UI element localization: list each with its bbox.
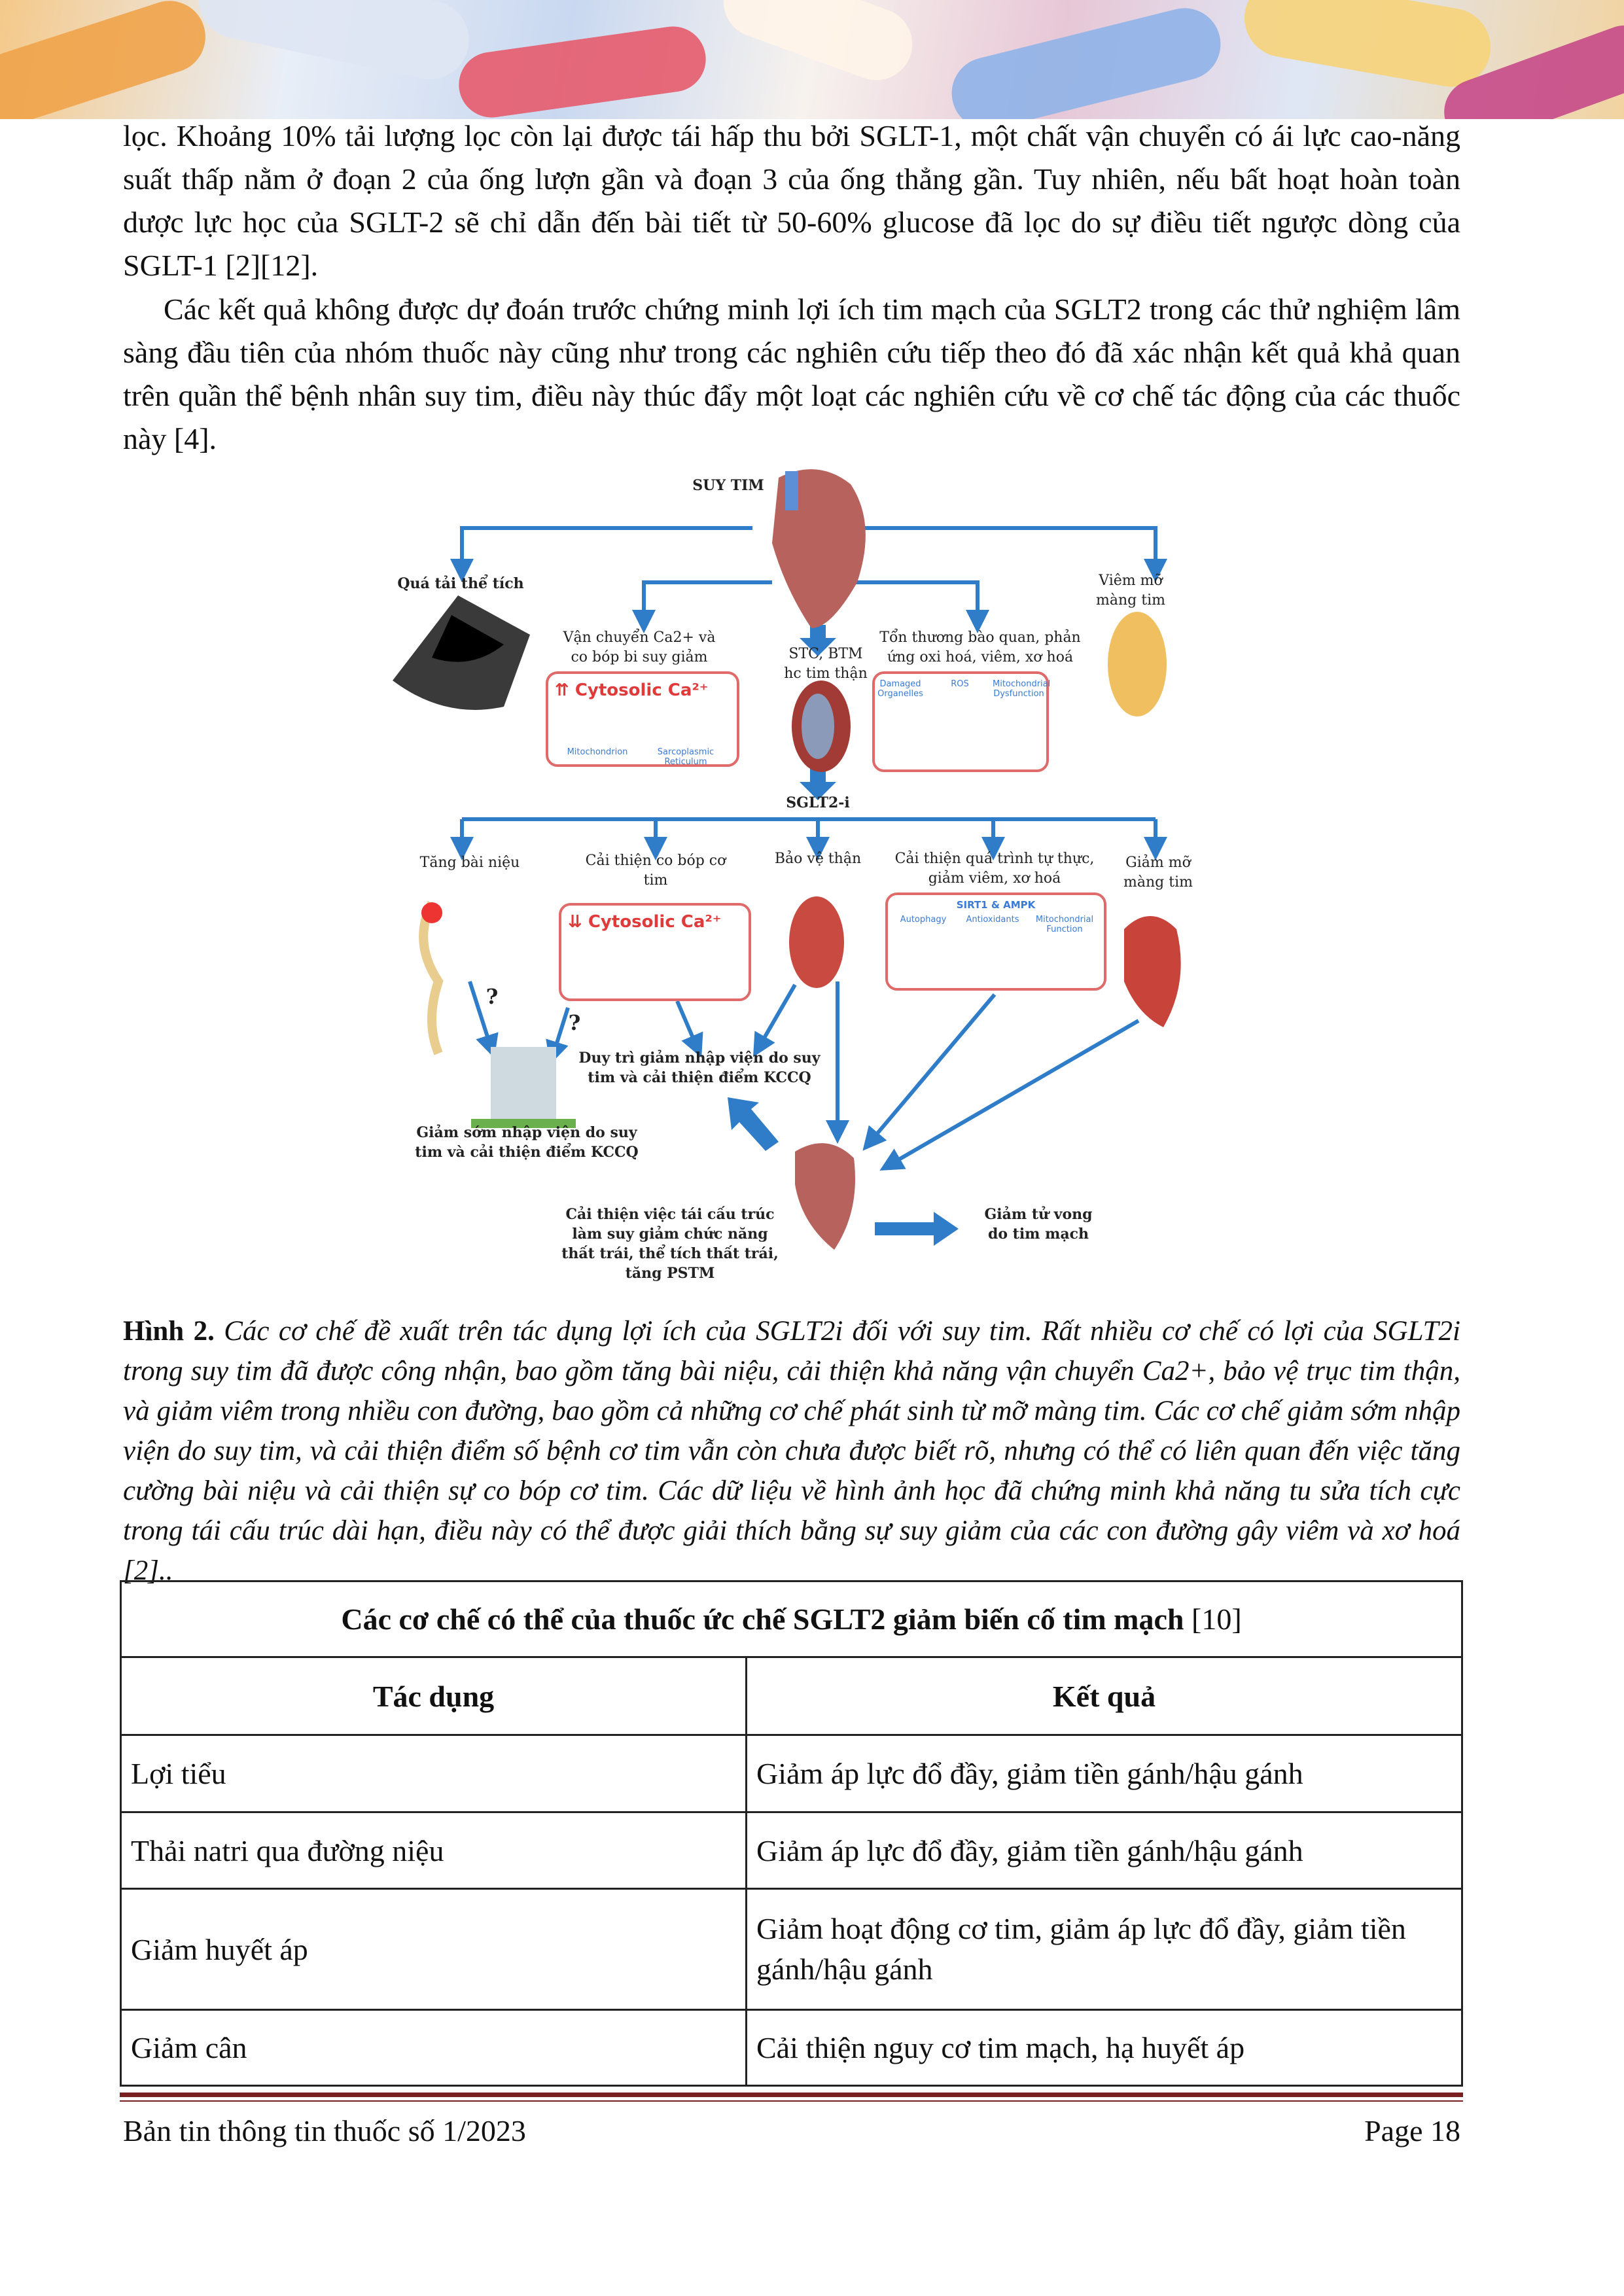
label-diuresis: Tăng bài niệu xyxy=(419,855,520,871)
kidney-image-top xyxy=(792,680,851,772)
hospital-image xyxy=(471,1047,576,1128)
mechanisms-table xyxy=(120,1580,1463,2087)
label-renal: STC, BTM hc tim thận xyxy=(784,646,868,682)
label-early-reduction: Giảm sớm nhập viện do suy tim và cải thiện điểm KCCQ xyxy=(415,1124,639,1161)
epicardial-fat-heart-image xyxy=(1108,612,1167,716)
table-row: Lợi tiểu Giảm áp lực đổ đầy, giảm tiền gánh/hậu gánh xyxy=(121,1735,1462,1812)
ros-label: ROS xyxy=(951,679,969,689)
question-mark-2: ? xyxy=(568,1010,581,1035)
label-mortality: Giảm tử vong do tim mạch xyxy=(984,1206,1093,1243)
kidney-image-bottom xyxy=(789,896,844,988)
heart-image-top xyxy=(772,469,866,628)
damaged-organelles-label: Damaged Organelles xyxy=(877,679,923,699)
label-kidney-protection: Bảo vệ thận xyxy=(774,851,862,867)
sirt1-panel xyxy=(885,892,1106,991)
label-contractility: Cải thiện co bóp cơ tim xyxy=(585,853,726,889)
heart-image-right xyxy=(1124,916,1181,1027)
label-volume-overload: Quá tải thể tích xyxy=(397,575,524,592)
figure-caption xyxy=(123,1311,1460,1591)
label-organelle-damage: Tổn thương bào quan, phản ứng oxi hoá, viêm, xơ hoá xyxy=(879,629,1081,665)
label-heart-failure: SUY TIM xyxy=(692,477,764,494)
footer-divider-thin xyxy=(120,2100,1463,2102)
body-paragraph-1: lọc. Khoảng 10% tải lượng lọc còn lại được tái hấp thu bởi SGLT-1, một chất vận chuyển có ái lực cao-năng suất thấp nằm ở đoạn 2 của ống lượn gần và đoạn 3 của ống thẳng gần. Tuy nhiên, nếu bất hoạt hoàn toàn dược lực học của SGLT-2 sẽ chỉ dẫn đến bài tiết từ 50-60% glucose đã lọc do sự điều tiết ngược dòng của SGLT-1 [2][12]. xyxy=(123,119,1460,282)
footer-divider xyxy=(120,2093,1463,2097)
body-paragraph-2: Các kết quả không được dự đoán trước chứng minh lợi ích tim mạch của SGLT2 trong các thử nghiệm lâm sàng đầu tiên của nhóm thuốc này cũng như trong các nghiên cứu tiếp theo đó đã xác nhận kết quả khả quan trên quần thể bệnh nhân suy tim, điều này thúc đẩy một loạt các nghiên cứu về cơ chế tác động của các thuốc này [4]. xyxy=(123,292,1460,455)
question-mark-1: ? xyxy=(485,984,499,1009)
label-sustained-reduction: Duy trì giảm nhập viện do suy tim và cải thiện điểm KCCQ xyxy=(578,1050,821,1086)
label-autophagy: Cải thiện quá trình tự thực, giảm viêm, xơ hoá xyxy=(894,851,1095,887)
label-sglt2i: SGLT2-i xyxy=(786,794,850,811)
mito-dysfunction-label: Mitochondrial Dysfunction xyxy=(993,679,1051,699)
label-epicardial-inflammation: Viêm mỡ màng tim xyxy=(1096,573,1165,609)
mitochondrion-label: Mitochondrion xyxy=(567,747,628,757)
label-ca-transport: Vận chuyển Ca2+ và co bóp bi suy giảm xyxy=(563,629,716,665)
autophagy-small-label: Autophagy xyxy=(900,915,947,925)
cytosolic-ca-up-panel: ⇈ Cytosolic Ca²⁺ Mitochondrion Sarcoplasmic Reticulum xyxy=(546,671,739,767)
mito-function-label: Mitochondrial Function xyxy=(1035,915,1094,934)
table-header: Tác dụng xyxy=(121,1657,747,1735)
table-title: Các cơ chế có thể của thuốc ức chế SGLT2 giảm biến cố tim mạch [10] xyxy=(121,1581,1462,1657)
sirt1-label: SIRT1 & AMPK xyxy=(956,899,1036,911)
antioxidants-label: Antioxidants xyxy=(966,915,1019,925)
nephron-image xyxy=(421,902,442,1053)
footer-bulletin: Bản tin thông tin thuốc số 1/2023 xyxy=(123,2114,526,2147)
table-header: Kết quả xyxy=(747,1657,1462,1735)
caption-text: Các cơ chế đề xuất trên tác dụng lợi ích của SGLT2i đối với suy tim. Rất nhiều cơ chế có lợi của SGLT2i trong suy tim đã được công nhận, bao gồm tăng bài niệu, cải thiện khả năng vận chuyển Ca2+, bảo vệ trục tim thận, và giảm viêm trong nhiều con đường, bao gồm cả những cơ chế phát sinh từ mỡ màng tim. Các cơ chế giảm sớm nhập viện do suy tim, và cải thiện điểm số bệnh cơ tim vẫn còn chưa được biết rõ, nhưng có thể có liên quan đến việc tăng cường bài niệu và cải thiện sự co bóp cơ tim. Các dữ liệu về hình ảnh học đã chứng minh khả năng tu sửa tích cực trong tái cấu trúc dài hạn, điều này có thể được giải thích bằng sự suy giảm của các con đường gây viêm và xơ hoá [2].. xyxy=(123,1316,1460,1586)
label-epicardial-reduce: Giảm mỡ màng tim xyxy=(1123,855,1193,891)
label-remodeling: Cải thiện việc tái cấu trúc làm suy giảm chức năng thất trái, thể tích thất trái, tăng PSTM xyxy=(561,1206,779,1282)
table-row: Giảm huyết áp Giảm hoạt động cơ tim, giảm áp lực đổ đầy, giảm tiền gánh/hậu gánh xyxy=(121,1889,1462,2010)
sr-label: Sarcoplasmic Reticulum xyxy=(657,747,715,767)
cytosolic-ca-down-panel: ⇊ Cytosolic Ca²⁺ xyxy=(559,903,751,1001)
caption-label: Hình 2. xyxy=(123,1316,215,1347)
ultrasound-image xyxy=(393,595,530,710)
footer-page-number: Page 18 xyxy=(1364,2114,1460,2147)
organelle-damage-panel xyxy=(872,671,1049,772)
table-row: Thải natri qua đường niệu Giảm áp lực đổ đầy, giảm tiền gánh/hậu gánh xyxy=(121,1812,1462,1889)
heart-image-bottom xyxy=(795,1143,855,1250)
table-row: Giảm cân Cải thiện nguy cơ tim mạch, hạ huyết áp xyxy=(121,2010,1462,2086)
